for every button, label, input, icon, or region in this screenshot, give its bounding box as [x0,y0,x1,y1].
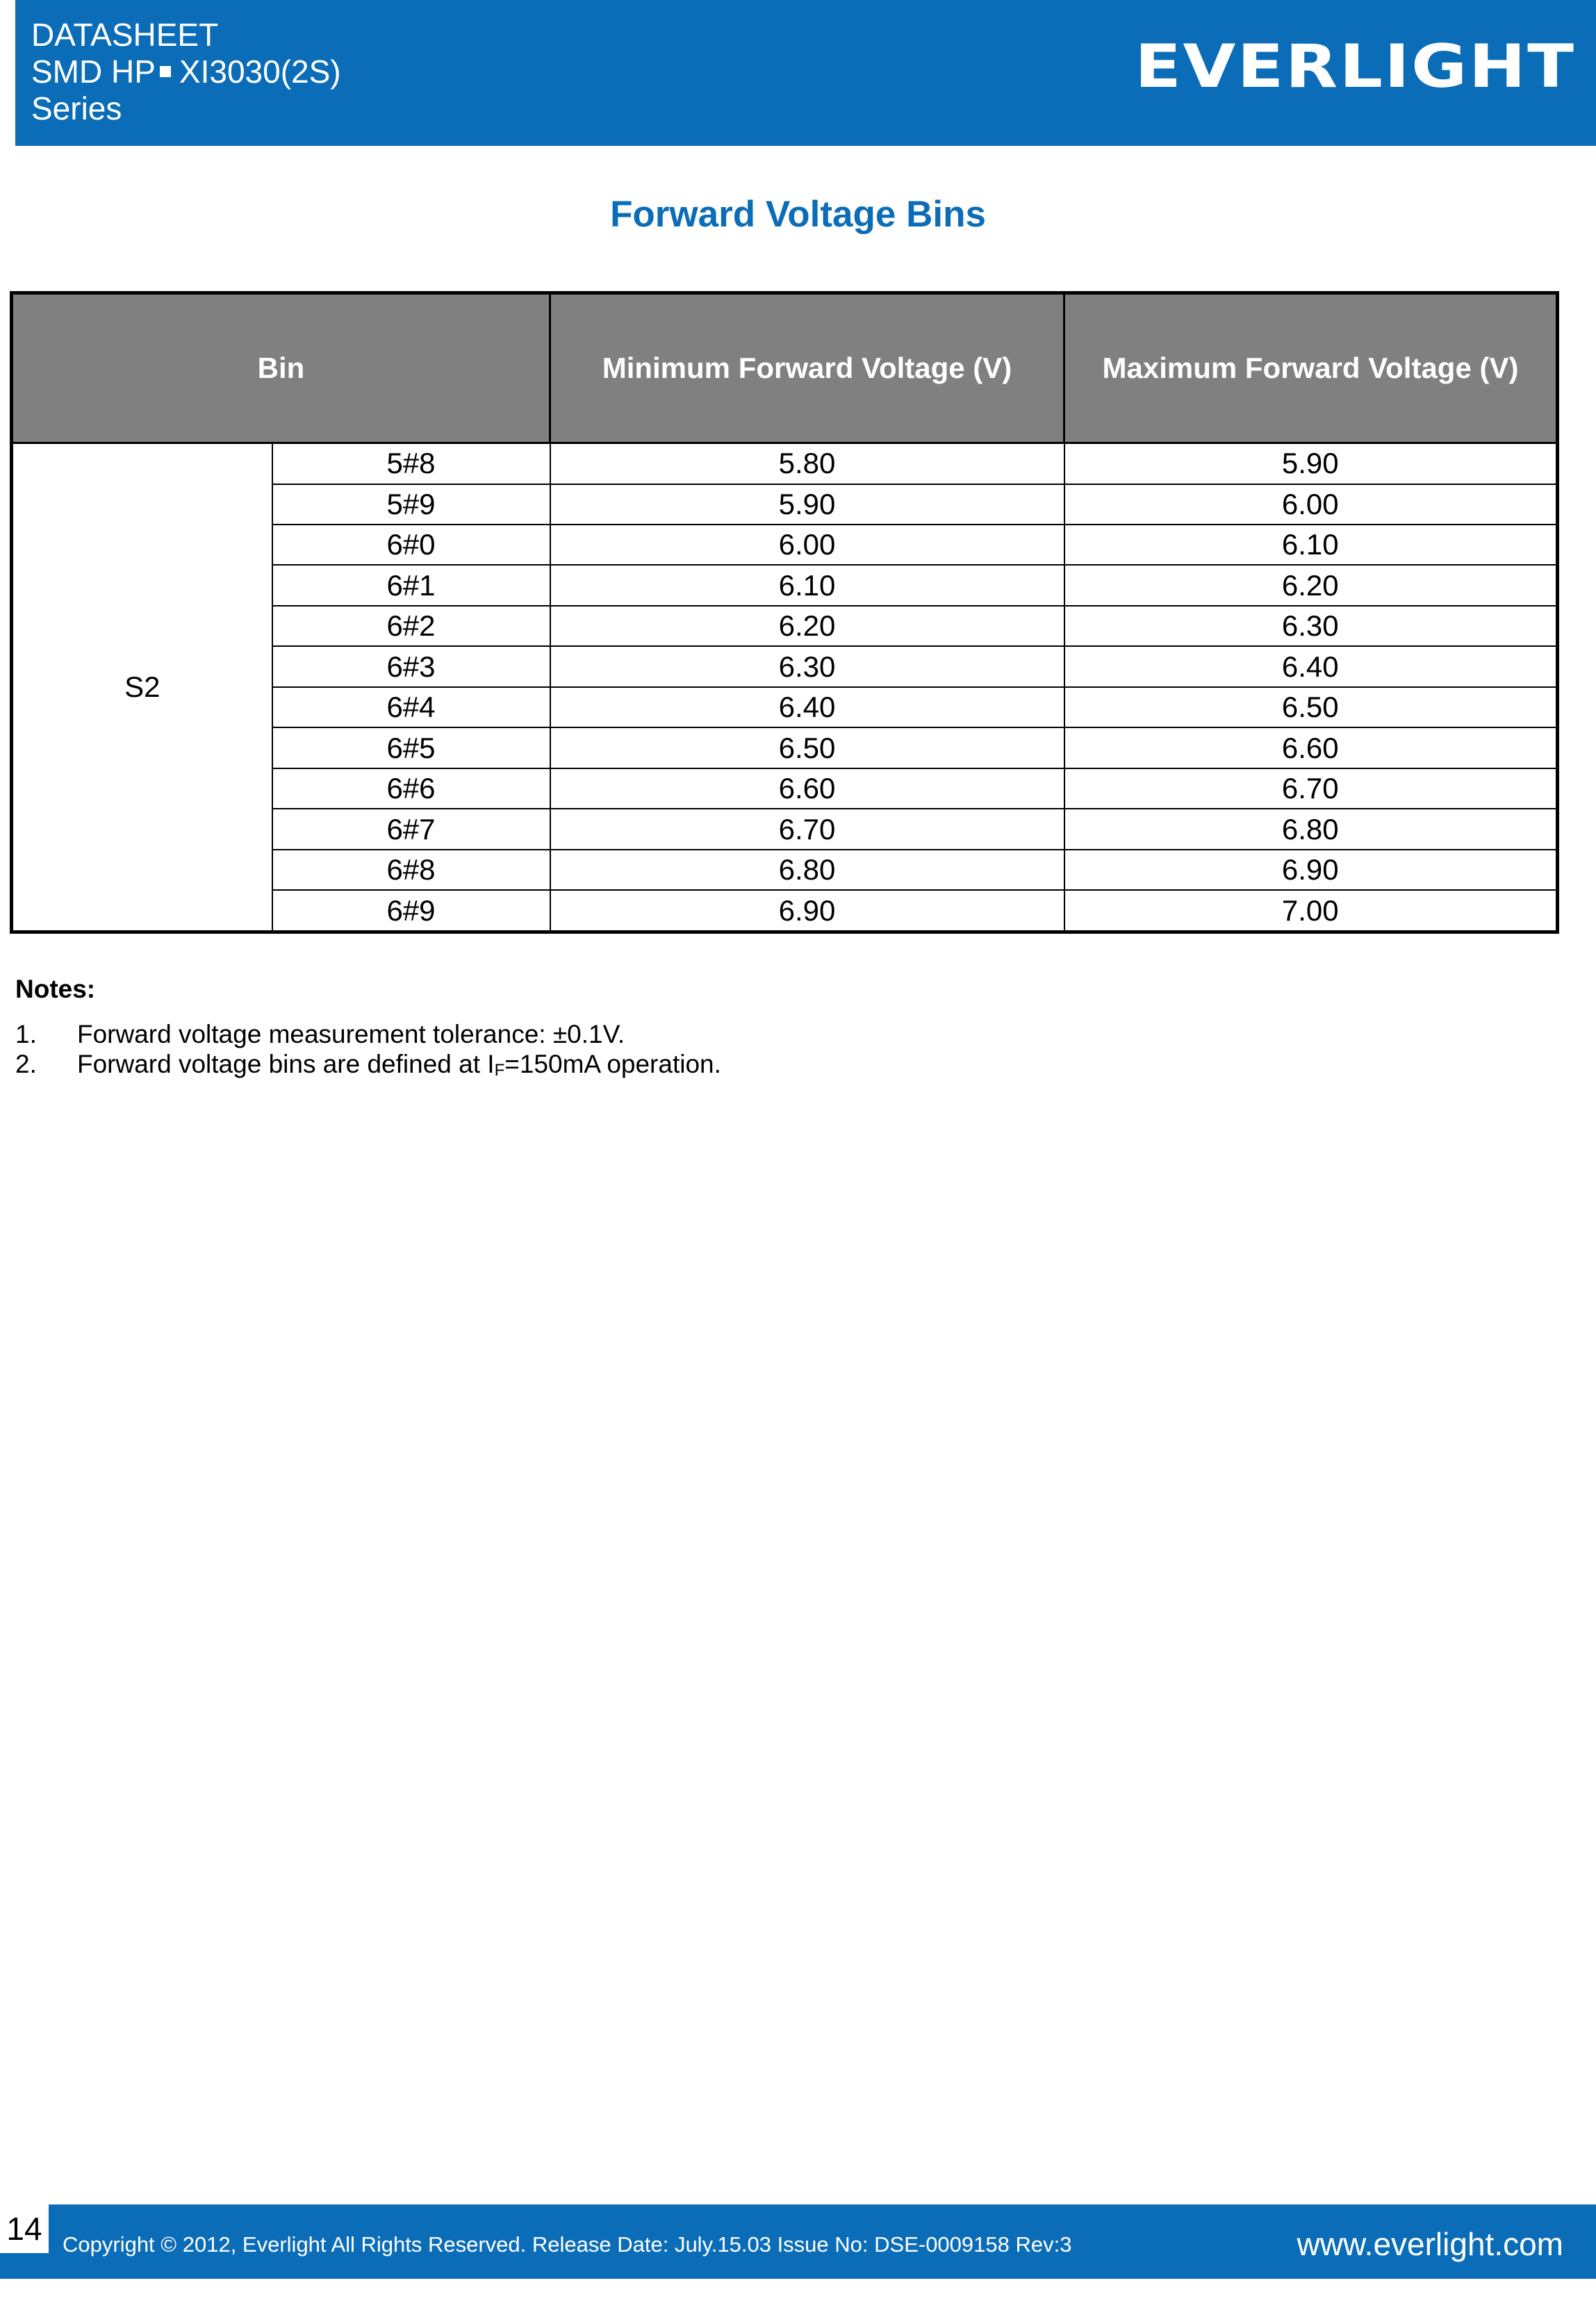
max-voltage-cell: 7.00 [1064,890,1558,932]
max-voltage-cell: 6.20 [1064,565,1558,605]
bin-code-cell: 6#0 [272,525,550,565]
bin-code-cell: 6#1 [272,565,550,605]
max-voltage-cell: 6.50 [1064,687,1558,727]
max-voltage-cell: 6.60 [1064,727,1558,768]
bin-code-cell: 6#7 [272,809,550,849]
min-voltage-cell: 6.70 [550,809,1064,849]
header-min-voltage: Minimum Forward Voltage (V) [550,293,1064,443]
bin-code-cell: 6#8 [272,850,550,890]
forward-voltage-bins-table [10,291,1559,934]
header-datasheet-label: DATASHEET [31,17,219,53]
notes-title: Notes: [15,975,96,1003]
bin-code-cell: 6#4 [272,687,550,727]
min-voltage-cell: 6.20 [550,606,1064,646]
bin-code-cell: 6#5 [272,727,550,768]
max-voltage-cell: 6.70 [1064,768,1558,809]
note-item [15,1020,625,1049]
note-subscript: F [494,1061,505,1080]
note-text-before: Forward voltage bins are defined at I [77,1050,495,1078]
everlight-logo: EVERLIGHT [1134,32,1575,101]
bin-code-cell: 5#8 [272,443,550,484]
max-voltage-cell: 5.90 [1064,443,1558,484]
header-product-prefix: SMD HP [31,53,156,90]
header-product-model: XI3030(2S) [179,53,341,90]
table-row [12,443,1558,484]
note-text-after: =150mA operation. [504,1050,721,1078]
bin-group-cell: S2 [12,443,272,932]
header-max-voltage: Maximum Forward Voltage (V) [1064,293,1558,443]
header-text-block [31,17,341,127]
min-voltage-cell: 6.90 [550,890,1064,932]
note-item [15,1050,721,1080]
bin-code-cell: 6#2 [272,606,550,646]
min-voltage-cell: 6.50 [550,727,1064,768]
header-product-line [31,53,341,90]
header-series-label: Series [31,90,122,126]
max-voltage-cell: 6.90 [1064,850,1558,890]
min-voltage-cell: 6.10 [550,565,1064,605]
table-header-row [12,293,1558,443]
min-voltage-cell: 6.00 [550,525,1064,565]
bin-code-cell: 6#3 [272,646,550,686]
max-voltage-cell: 6.10 [1064,525,1558,565]
header-bin: Bin [12,293,550,443]
note-number: 2. [15,1050,37,1078]
max-voltage-cell: 6.00 [1064,484,1558,525]
min-voltage-cell: 6.40 [550,687,1064,727]
page-header [15,0,1596,146]
min-voltage-cell: 5.90 [550,484,1064,525]
min-voltage-cell: 6.80 [550,850,1064,890]
max-voltage-cell: 6.30 [1064,606,1558,646]
page-number: 14 [0,2204,49,2253]
bin-code-cell: 6#9 [272,890,550,932]
website-link[interactable]: www.everlight.com [1297,2226,1563,2262]
square-bullet-icon [160,66,171,77]
max-voltage-cell: 6.80 [1064,809,1558,849]
min-voltage-cell: 6.30 [550,646,1064,686]
page-footer [0,2204,1596,2279]
bin-code-cell: 5#9 [272,484,550,525]
bin-code-cell: 6#6 [272,768,550,809]
note-number: 1. [15,1020,37,1048]
table-body [12,443,1558,932]
max-voltage-cell: 6.40 [1064,646,1558,686]
min-voltage-cell: 5.80 [550,443,1064,484]
min-voltage-cell: 6.60 [550,768,1064,809]
page-title: Forward Voltage Bins [610,194,986,235]
note-text: Forward voltage measurement tolerance: ±0.1V. [77,1020,625,1048]
copyright-text: Copyright © 2012, Everlight All Rights Reserved. Release Date: July.15.03 Issue No: DSE-0009158 Rev:3 [63,2232,1072,2257]
